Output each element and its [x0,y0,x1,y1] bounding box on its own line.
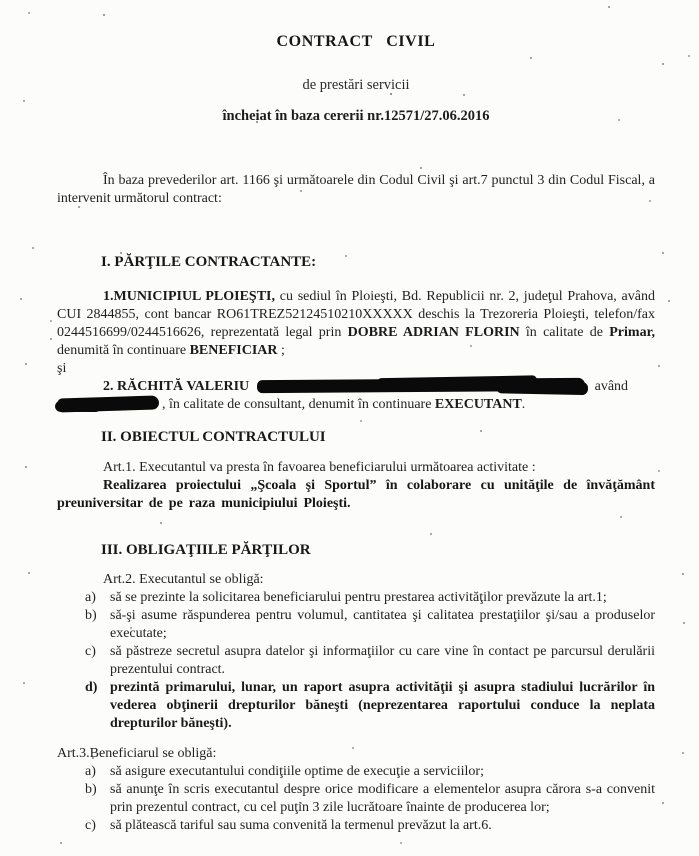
redaction-bar-1 [257,378,585,393]
document-subtitle: de prestări servicii [302,77,410,93]
beneficiary-details-3: denumită în continuare [57,343,190,358]
item-text: să plătească tariful sau suma convenită la termenul prevăzut la art.6. [110,818,492,833]
executor-name: 2. RĂCHITĂ VALERIU [103,379,250,394]
executor-obligation-item-a [57,589,655,607]
section-1-heading: I. PĂRŢILE CONTRACTANTE: [101,254,317,270]
section-3-heading: III. OBLIGAŢIILE PĂRŢILOR [101,542,311,558]
executor-line-1 [57,378,655,396]
beneficiary-tail: ; [277,343,285,358]
item-text: prezintă primarului, lunar, un raport asupra activităţii şi asupra stadiului lucrărilor în vederea obţinerii drepturilor băneşti (neprezentarea raportului conduce la neplata drepturilor băneşti). [110,680,655,731]
item-text: să asigure executantului condiţiile optime de execuţie a serviciilor; [110,764,484,779]
art2-intro: Art.2. Executantul se obligă: [103,572,264,587]
item-letter: b) [85,782,97,797]
executor-line-2 [57,396,655,414]
document-basis-line: încheiat în baza cererii nr.12571/27.06.2016 [222,108,490,124]
item-text: să-şi asume răspunderea pentru volumul, cantitatea şi calitatea prestaţiilor şi/sau a produselor executate; [110,608,655,641]
beneficiary-details-1: cu sediul în Ploieşti, Bd. Republicii nr. 2, judeţul Prahova, având CUI 2844855, cont bancar RO61TREZ52124510210XXXXX deschis la Trezoreria Ploieşti, telefon/fax 0244516699/0244516626, reprezentată legal prin [57,289,655,340]
document-content [57,0,655,835]
executor-details: , în calitate de consultant, denumit în continuare [162,397,435,412]
beneficiary-name: 1.MUNICIPIUL PLOIEŞTI, [103,289,275,304]
item-text: să păstreze secretul asupra datelor şi informaţiilor cu care vine în contact pe parcursul derulării prezentului contract. [110,644,655,677]
item-letter: c) [85,818,96,833]
scan-noise-specks [0,0,2,2]
intro-paragraph: În baza prevederilor art. 1166 şi următoarele din Codul Civil şi art.7 punctul 3 din Codul Fiscal, a intervenit următorul contract: [57,173,655,206]
item-letter: a) [85,590,96,605]
item-letter: b) [85,608,97,623]
executor-alias: EXECUTANT [434,397,522,412]
beneficiary-obligation-item-a [57,763,655,781]
executor-obligation-item-b [57,607,655,643]
executor-tail: . [521,397,526,412]
executor-obligation-item-d [57,679,655,733]
beneficiary-role: Primar, [609,325,655,340]
art3-intro: Art.3.Beneficiarul se obligă: [57,746,217,761]
art1-intro: Art.1. Executantul va presta în favoarea beneficiarului următoarea activitate : [103,460,536,475]
art1-object: Realizarea proiectului „Şcoala şi Sportul” în colaborare cu unităţile de învăţământ preuniversitar de pe raza municipiului Ploieşti. [57,478,655,511]
executor-after-redaction: având [591,379,629,394]
document-title: CONTRACT CIVIL [276,33,436,50]
item-letter: a) [85,764,96,779]
item-text: să anunţe în scris executantul despre orice modificare a elementelor asupra cărora s-a convenit prin prezentul contract, cu cel puţin 3 zile lucrătoare înainte de producerea lor; [110,782,655,815]
item-letter: c) [85,644,96,659]
section-2-heading: II. OBIECTUL CONTRACTULUI [101,429,326,445]
item-text: să se prezinte la solicitarea beneficiarului pentru prestarea activităţilor prevăzute la art.1; [110,590,607,605]
beneficiary-paragraph [57,288,655,360]
executor-obligation-item-c [57,643,655,679]
redaction-bar-2 [57,395,159,412]
beneficiary-alias: BENEFICIAR [189,343,278,358]
beneficiary-obligation-item-c [57,817,655,835]
beneficiary-representative: DOBRE ADRIAN FLORIN [347,325,520,340]
beneficiary-obligation-item-b [57,781,655,817]
conjunction-line: şi [57,361,67,376]
item-letter: d) [85,680,98,695]
beneficiary-details-2: în calitate de [519,325,610,340]
